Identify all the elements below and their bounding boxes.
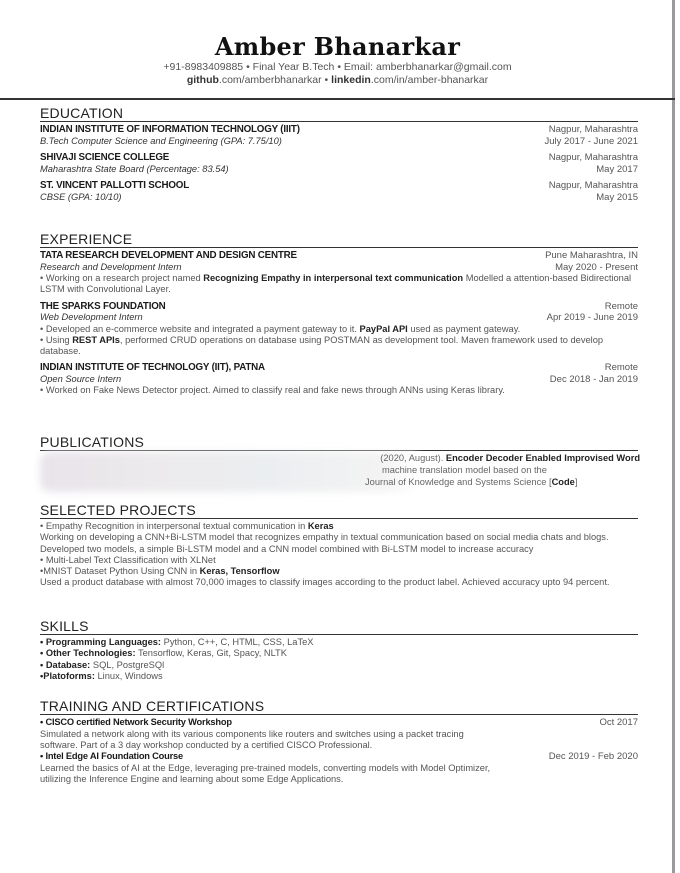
training-desc: Simulated a network along with its various components like routers and switches using a packet tracing software. Part of a 3 day workshop conducted by a certified CISCO Professional. [40,728,464,750]
education-entry: INDIAN INSTITUTE OF INFORMATION TECHNOLOGY (IIIT) Nagpur, Maharashtra B.Tech Computer Science and Engineering (GPA: 7.75/10) July 2017 - June 2021 [40,124,638,147]
section-title: EXPERIENCE [40,231,638,248]
project-title: • Multi-Label Text Classification with XLNet [40,554,216,565]
education-entry: ST. VINCENT PALLOTTI SCHOOL Nagpur, Maharashtra CBSE (GPA: 10/10) May 2015 [40,180,638,203]
project-title: •MNIST Dataset Python Using CNN in Keras, Tensorflow [40,566,280,577]
experience-entry: INDIAN INSTITUTE OF TECHNOLOGY (IIT), PATNA Remote Open Source Intern Dec 2018 - Jan 2019 • Worked on Fake News Detector project. Aimed to classify real and fake news through ANNs using Keras library. [40,362,638,396]
training-section [40,698,638,785]
skill-item: • Programming Languages: Python, C++, C, HTML, CSS, LaTeX [40,637,314,647]
linkedin-link[interactable]: linkedin.com/in/amber-bhanarkar [331,74,489,86]
phone: +91-8983409885 [163,61,244,73]
separator: • [246,61,250,73]
resume-header [0,33,675,87]
email-label: Email: [343,61,374,73]
contact-line-2 [0,74,675,87]
experience-section [40,231,638,402]
projects-section [40,502,638,589]
skill-item: • Other Technologies: Tensorflow, Keras, Git, Spacy, NLTK [40,648,287,659]
education-entry: SHIVAJI SCIENCE COLLEGE Nagpur, Maharashtra Maharashtra State Board (Percentage: 83.54) May 2017 [40,152,638,175]
skills-section [40,618,638,682]
training-desc: Learned the basics of AI at the Edge, leveraging pre-trained models, converting models with Model Optimizer, utilizing the Inference Engine and learning about some Edge Applications. [40,762,491,784]
code-link[interactable]: Code [551,477,575,487]
training-item: • Intel Edge AI Foundation Course Dec 2019 - Feb 2020 [40,751,638,763]
bullet: • Worked on Fake News Detector project. Aimed to classify real and fake news through ANNs using Keras library. [40,385,505,396]
bullet: • Developed an e-commerce website and integrated a payment gateway to it. PayPal API used as payment gateway. [40,323,521,334]
project-desc: Working on developing a CNN+Bi-LSTM model that recognizes empathy in textual communication based on social media chats and blogs. Developed two models, a simple Bi-LSTM model and a CNN model combined with Bi-LSTM model to increase accuracy [40,532,609,554]
skill-item: •Platoforms: Linux, Windows [40,670,163,681]
section-title: SKILLS [40,618,638,635]
separator: • [337,61,341,73]
header-divider [0,98,675,100]
project-title: • Empathy Recognition in interpersonal textual communication in Keras [40,521,334,531]
education-section [40,105,638,208]
skill-item: • Database: SQL, PostgreSQl [40,659,165,670]
publication-entry: (2020, August). Encoder Decoder Enabled Improvised Word machine translation model based on the Journal of Knowledge and Systems Science [Code] [365,453,640,487]
training-item: • CISCO certified Network Security Workshop Oct 2017 [40,717,638,728]
project-desc: Used a product database with almost 70,000 images to classify images according to the product label. Achieved accuracy upto 94 percent. [40,577,610,588]
status: Final Year B.Tech [252,61,335,73]
publications-section [40,434,638,496]
email-link[interactable]: amberbhanarkar@gmail.com [376,61,512,73]
separator: • [324,74,329,86]
bullet: • Using REST APIs, performed CRUD operations on database using POSTMAN as development tool. Maven framework used to develop database. [40,334,604,357]
bullet: • Working on a research project named Recognizing Empathy in interpersonal text communication Modelled a attention-based Bidirectional LSTM with Convolutional Layer. [40,273,632,295]
candidate-name: Amber Bhanarkar [214,32,461,61]
section-title: EDUCATION [40,105,638,122]
section-title: SELECTED PROJECTS [40,502,638,519]
contact-line-1 [0,61,675,74]
section-title: PUBLICATIONS [40,434,638,451]
experience-entry: THE SPARKS FOUNDATION Remote Web Development Intern Apr 2019 - June 2019 • Developed an e-commerce website and integrated a payment gateway to it. PayPal API used as payment gateway. • Using REST APIs, performed CRUD operations on database using POSTMAN as development tool. Maven framework used to develop database. [40,300,638,357]
section-title: TRAINING AND CERTIFICATIONS [40,698,638,715]
github-link[interactable]: github.com/amberbhanarkar [186,74,322,86]
experience-entry: TATA RESEARCH DEVELOPMENT AND DESIGN CENTRE Pune Maharashtra, IN Research and Development Intern May 2020 - Present • Working on a research project named Recognizing Empathy in interpersonal text communication Modelled a attention-based Bidirectional LSTM with Convolutional Layer. [40,250,638,295]
